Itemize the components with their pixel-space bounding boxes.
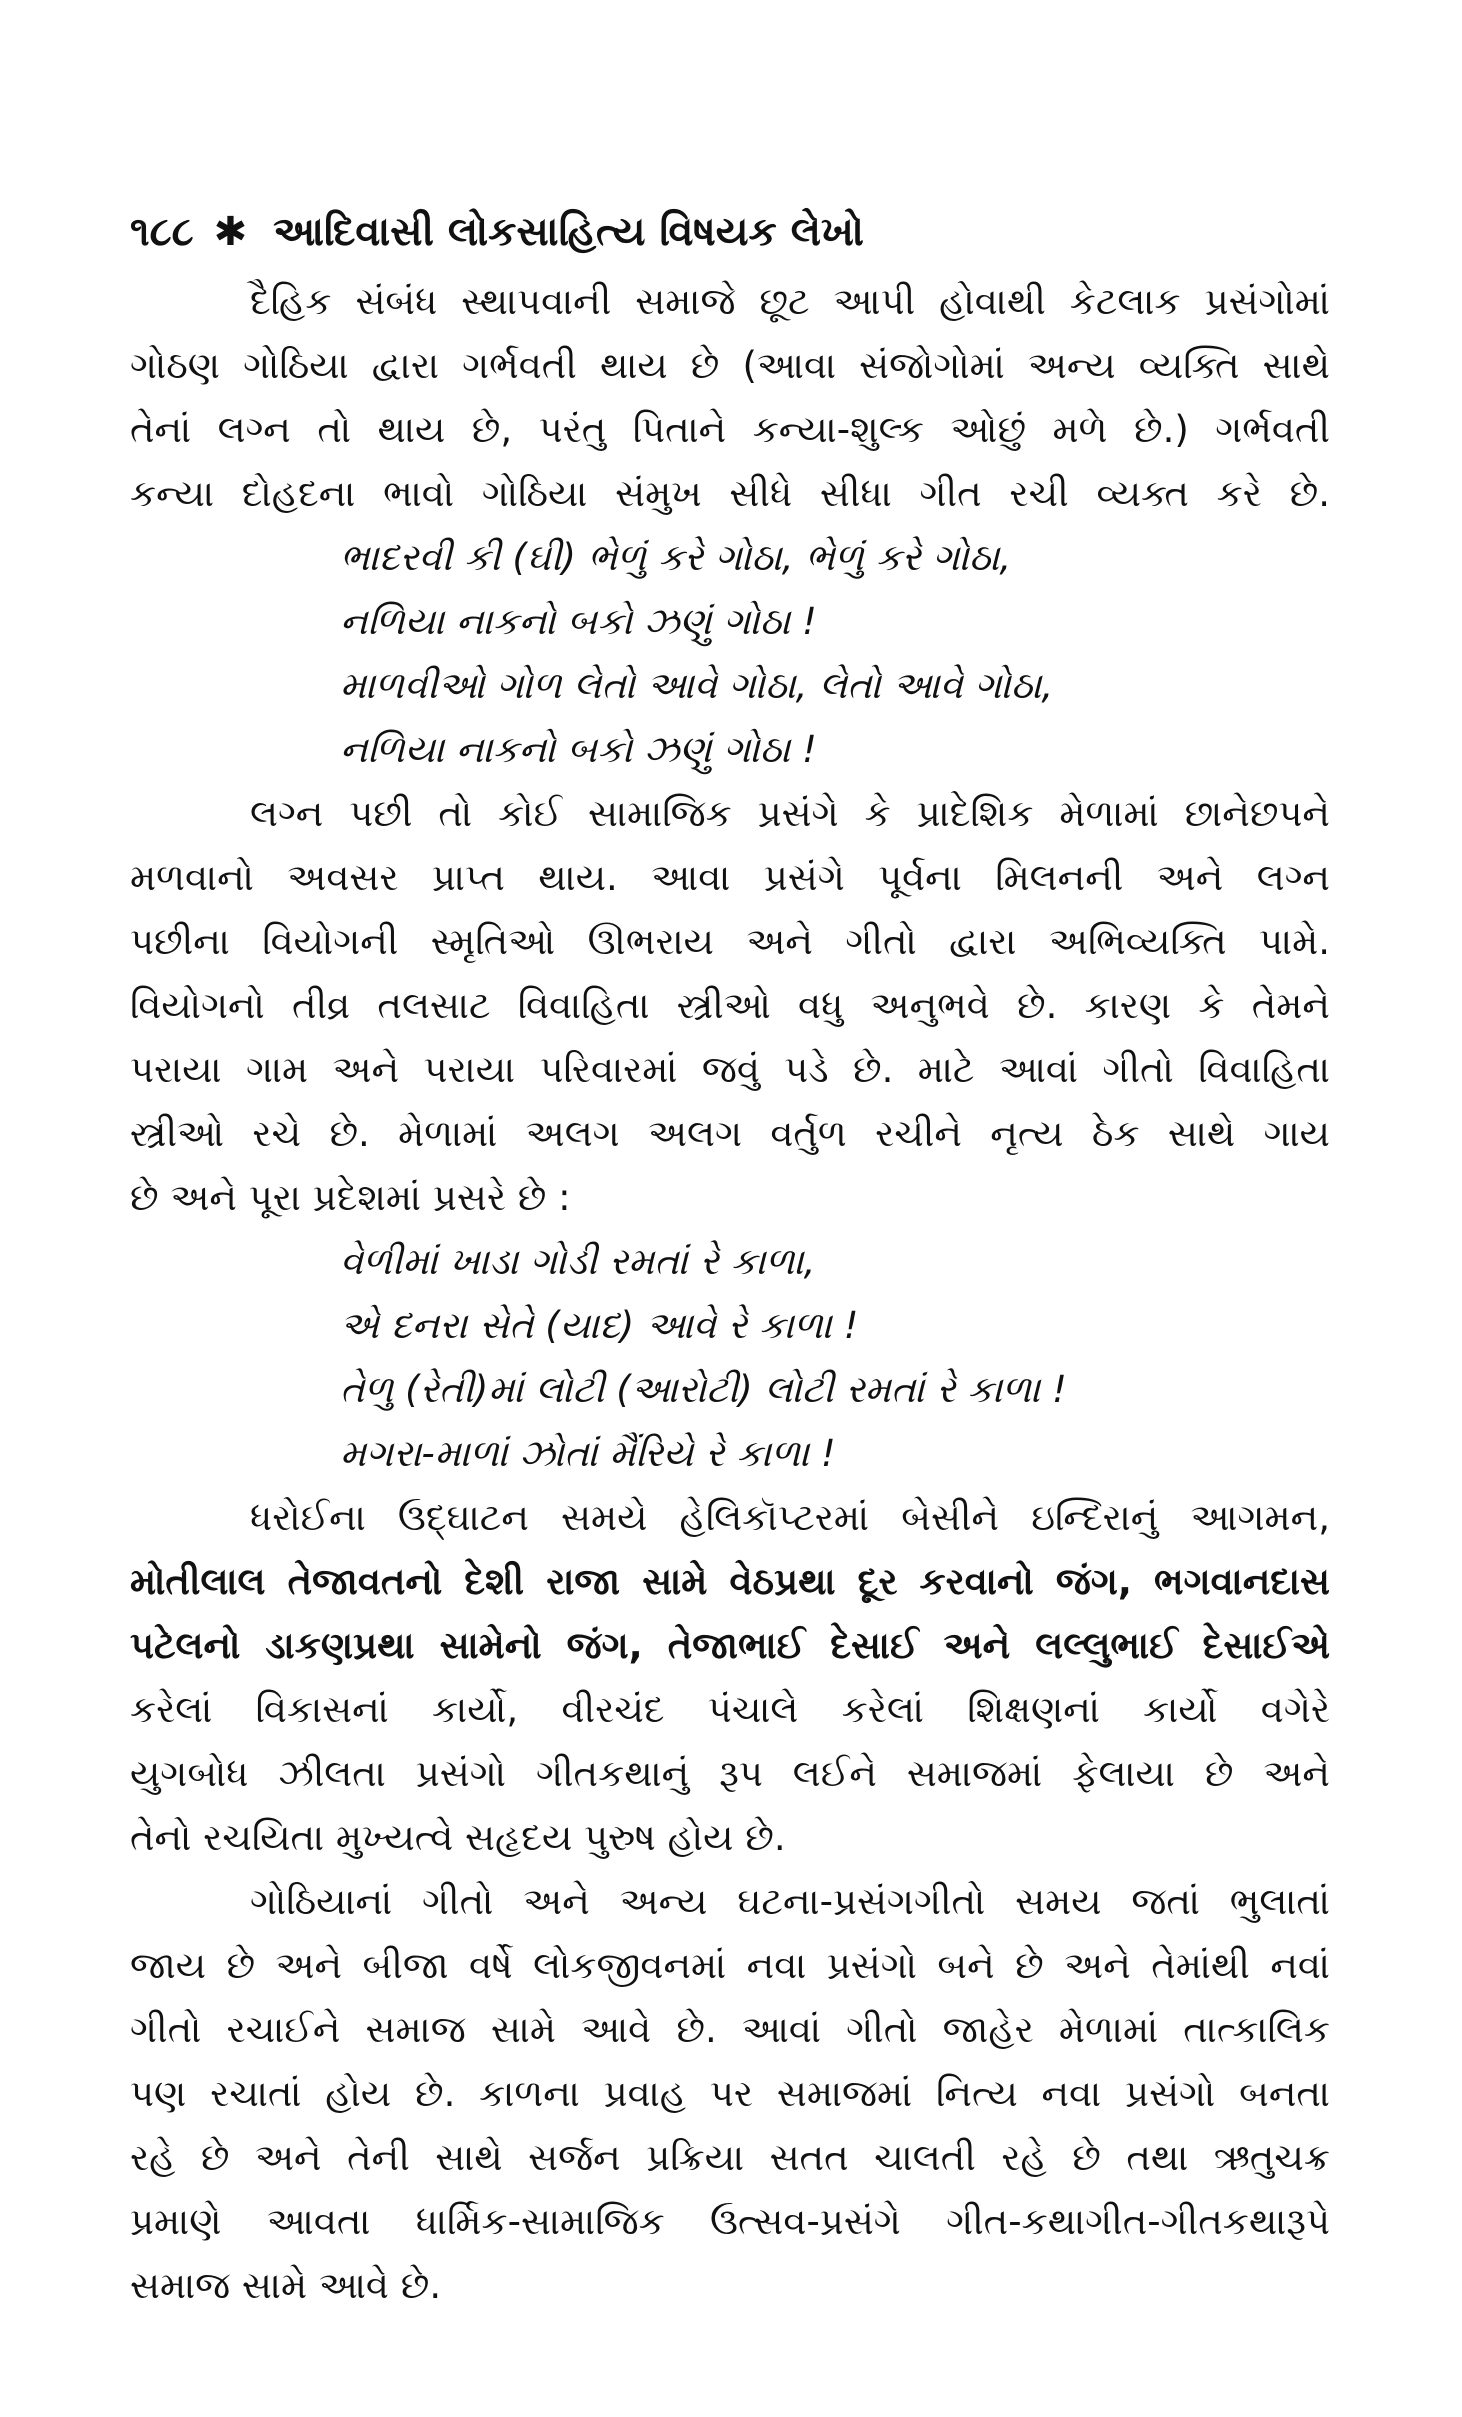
paragraph-4-line: પણ રચાતાં હોય છે. કાળના પ્રવાહ પર સમાજમાં નિત્ય નવા પ્રસંગો બનતા [130, 2072, 1330, 2115]
paragraph-4-line: રહે છે અને તેની સાથે સર્જન પ્રક્રિયા સતત ચાલતી રહે છે તથા ઋતુચક્ર [130, 2136, 1330, 2179]
verse-2-line: તેળુ (રેતી)માં લોટી (આરોટી) લોટી રમતાં રે કાળા ! [340, 1368, 1067, 1411]
paragraph-4-line: જાય છે અને બીજા વર્ષે લોકજીવનમાં નવા પ્રસંગો બને છે અને તેમાંથી નવાં [130, 1944, 1330, 1987]
paragraph-2-line: વિયોગનો તીવ્ર તલસાટ વિવાહિતા સ્ત્રીઓ વધુ અનુભવે છે. કારણ કે તેમને [130, 984, 1330, 1027]
verse-1-line: નળિયા નાકનો બકો ઝણું ગોઠા ! [340, 728, 817, 771]
paragraph-2-line: સ્ત્રીઓ રચે છે. મેળામાં અલગ અલગ વર્તુળ રચીને નૃત્ય ઠેક સાથે ગાય [130, 1112, 1330, 1155]
paragraph-2-line: લગ્ન પછી તો કોઈ સામાજિક પ્રસંગે કે પ્રાદેશિક મેળામાં છાનેછપને [250, 792, 1330, 835]
verse-2-line: વેળીમાં ખાડા ગોડી રમતાં રે કાળા, [340, 1240, 816, 1283]
paragraph-3-line: પટેલનો ડાકણપ્રથા સામેનો જંગ, તેજાભાઈ દેસાઈ અને લલ્લુભાઈ દેસાઈએ [130, 1624, 1330, 1667]
paragraph-4-line: સમાજ સામે આવે છે. [130, 2264, 442, 2307]
verse-1-line: ભાદરવી કી (ઘી) ભેળું કરે ગોઠા, ભેળું કરે ગોઠા, [340, 536, 1012, 579]
paragraph-3-line: કરેલાં વિકાસનાં કાર્યો, વીરચંદ પંચાલે કરેલાં શિક્ષણનાં કાર્યો વગેરે [130, 1688, 1330, 1731]
paragraph-3-line: મોતીલાલ તેજાવતનો દેશી રાજા સામે વેઠપ્રથા દૂર કરવાનો જંગ, ભગવાનદાસ [130, 1560, 1330, 1603]
paragraph-1-line: ગોઠણ ગોઠિયા દ્વારા ગર્ભવતી થાય છે (આવા સંજોગોમાં અન્ય વ્યક્તિ સાથે [130, 344, 1330, 387]
paragraph-1-line: કન્યા દોહદના ભાવો ગોઠિયા સંમુખ સીધે સીધા ગીત રચી વ્યક્ત કરે છે. [130, 472, 1330, 515]
paragraph-2-line: પરાયા ગામ અને પરાયા પરિવારમાં જવું પડે છે. માટે આવાં ગીતો વિવાહિતા [130, 1048, 1330, 1091]
running-header [130, 200, 864, 264]
verse-1-line: માળવીઓ ગોળ લેતો આવે ગોઠા, લેતો આવે ગોઠા, [340, 664, 1054, 707]
paragraph-4-line: ગોઠિયાનાં ગીતો અને અન્ય ઘટના-પ્રસંગગીતો સમય જતાં ભુલાતાં [250, 1880, 1330, 1923]
paragraph-3-line: યુગબોધ ઝીલતા પ્રસંગો ગીતકથાનું રૂપ લઈને સમાજમાં ફેલાયા છે અને [130, 1752, 1330, 1795]
running-title: આદિવાસી લોકસાહિત્ય વિષયક લેખો [273, 209, 864, 255]
asterisk-separator-icon: ✱ [213, 209, 248, 255]
verse-2-line: એ દનરા સેતે (યાદ) આવે રે કાળા ! [340, 1304, 859, 1347]
paragraph-3-line: ધરોઈના ઉદ્ઘાટન સમયે હેલિકૉપ્ટરમાં બેસીને ઇન્દિરાનું આગમન, [250, 1496, 1330, 1539]
paragraph-4-line: ગીતો રચાઈને સમાજ સામે આવે છે. આવાં ગીતો જાહેર મેળામાં તાત્કાલિક [130, 2008, 1330, 2051]
verse-2-line: મગરા-માળાં ઝોતાં મૈંરિયે રે કાળા ! [340, 1432, 836, 1475]
page-number: ૧૮૮ [130, 209, 194, 255]
paragraph-1-line: તેનાં લગ્ન તો થાય છે, પરંતુ પિતાને કન્યા-શુલ્ક ઓછું મળે છે.) ગર્ભવતી [130, 408, 1330, 451]
paragraph-4-line: પ્રમાણે આવતા ધાર્મિક-સામાજિક ઉત્સવ-પ્રસંગે ગીત-કથાગીત-ગીતકથારૂપે [130, 2200, 1330, 2243]
paragraph-3-line: તેનો રચયિતા મુખ્યત્વે સહૃદય પુરુષ હોય છે. [130, 1816, 786, 1859]
paragraph-1-line: દૈહિક સંબંધ સ્થાપવાની સમાજે છૂટ આપી હોવાથી કેટલાક પ્રસંગોમાં [250, 280, 1330, 323]
paragraph-2-line: પછીના વિયોગની સ્મૃતિઓ ઊભરાય અને ગીતો દ્વારા અભિવ્યક્તિ પામે. [130, 920, 1330, 963]
verse-1-line: નળિયા નાકનો બકો ઝણું ગોઠા ! [340, 600, 817, 643]
paragraph-2-line: છે અને પૂરા પ્રદેશમાં પ્રસરે છે : [130, 1176, 571, 1219]
paragraph-2-line: મળવાનો અવસર પ્રાપ્ત થાય. આવા પ્રસંગે પૂર્વના મિલનની અને લગ્ન [130, 856, 1330, 899]
